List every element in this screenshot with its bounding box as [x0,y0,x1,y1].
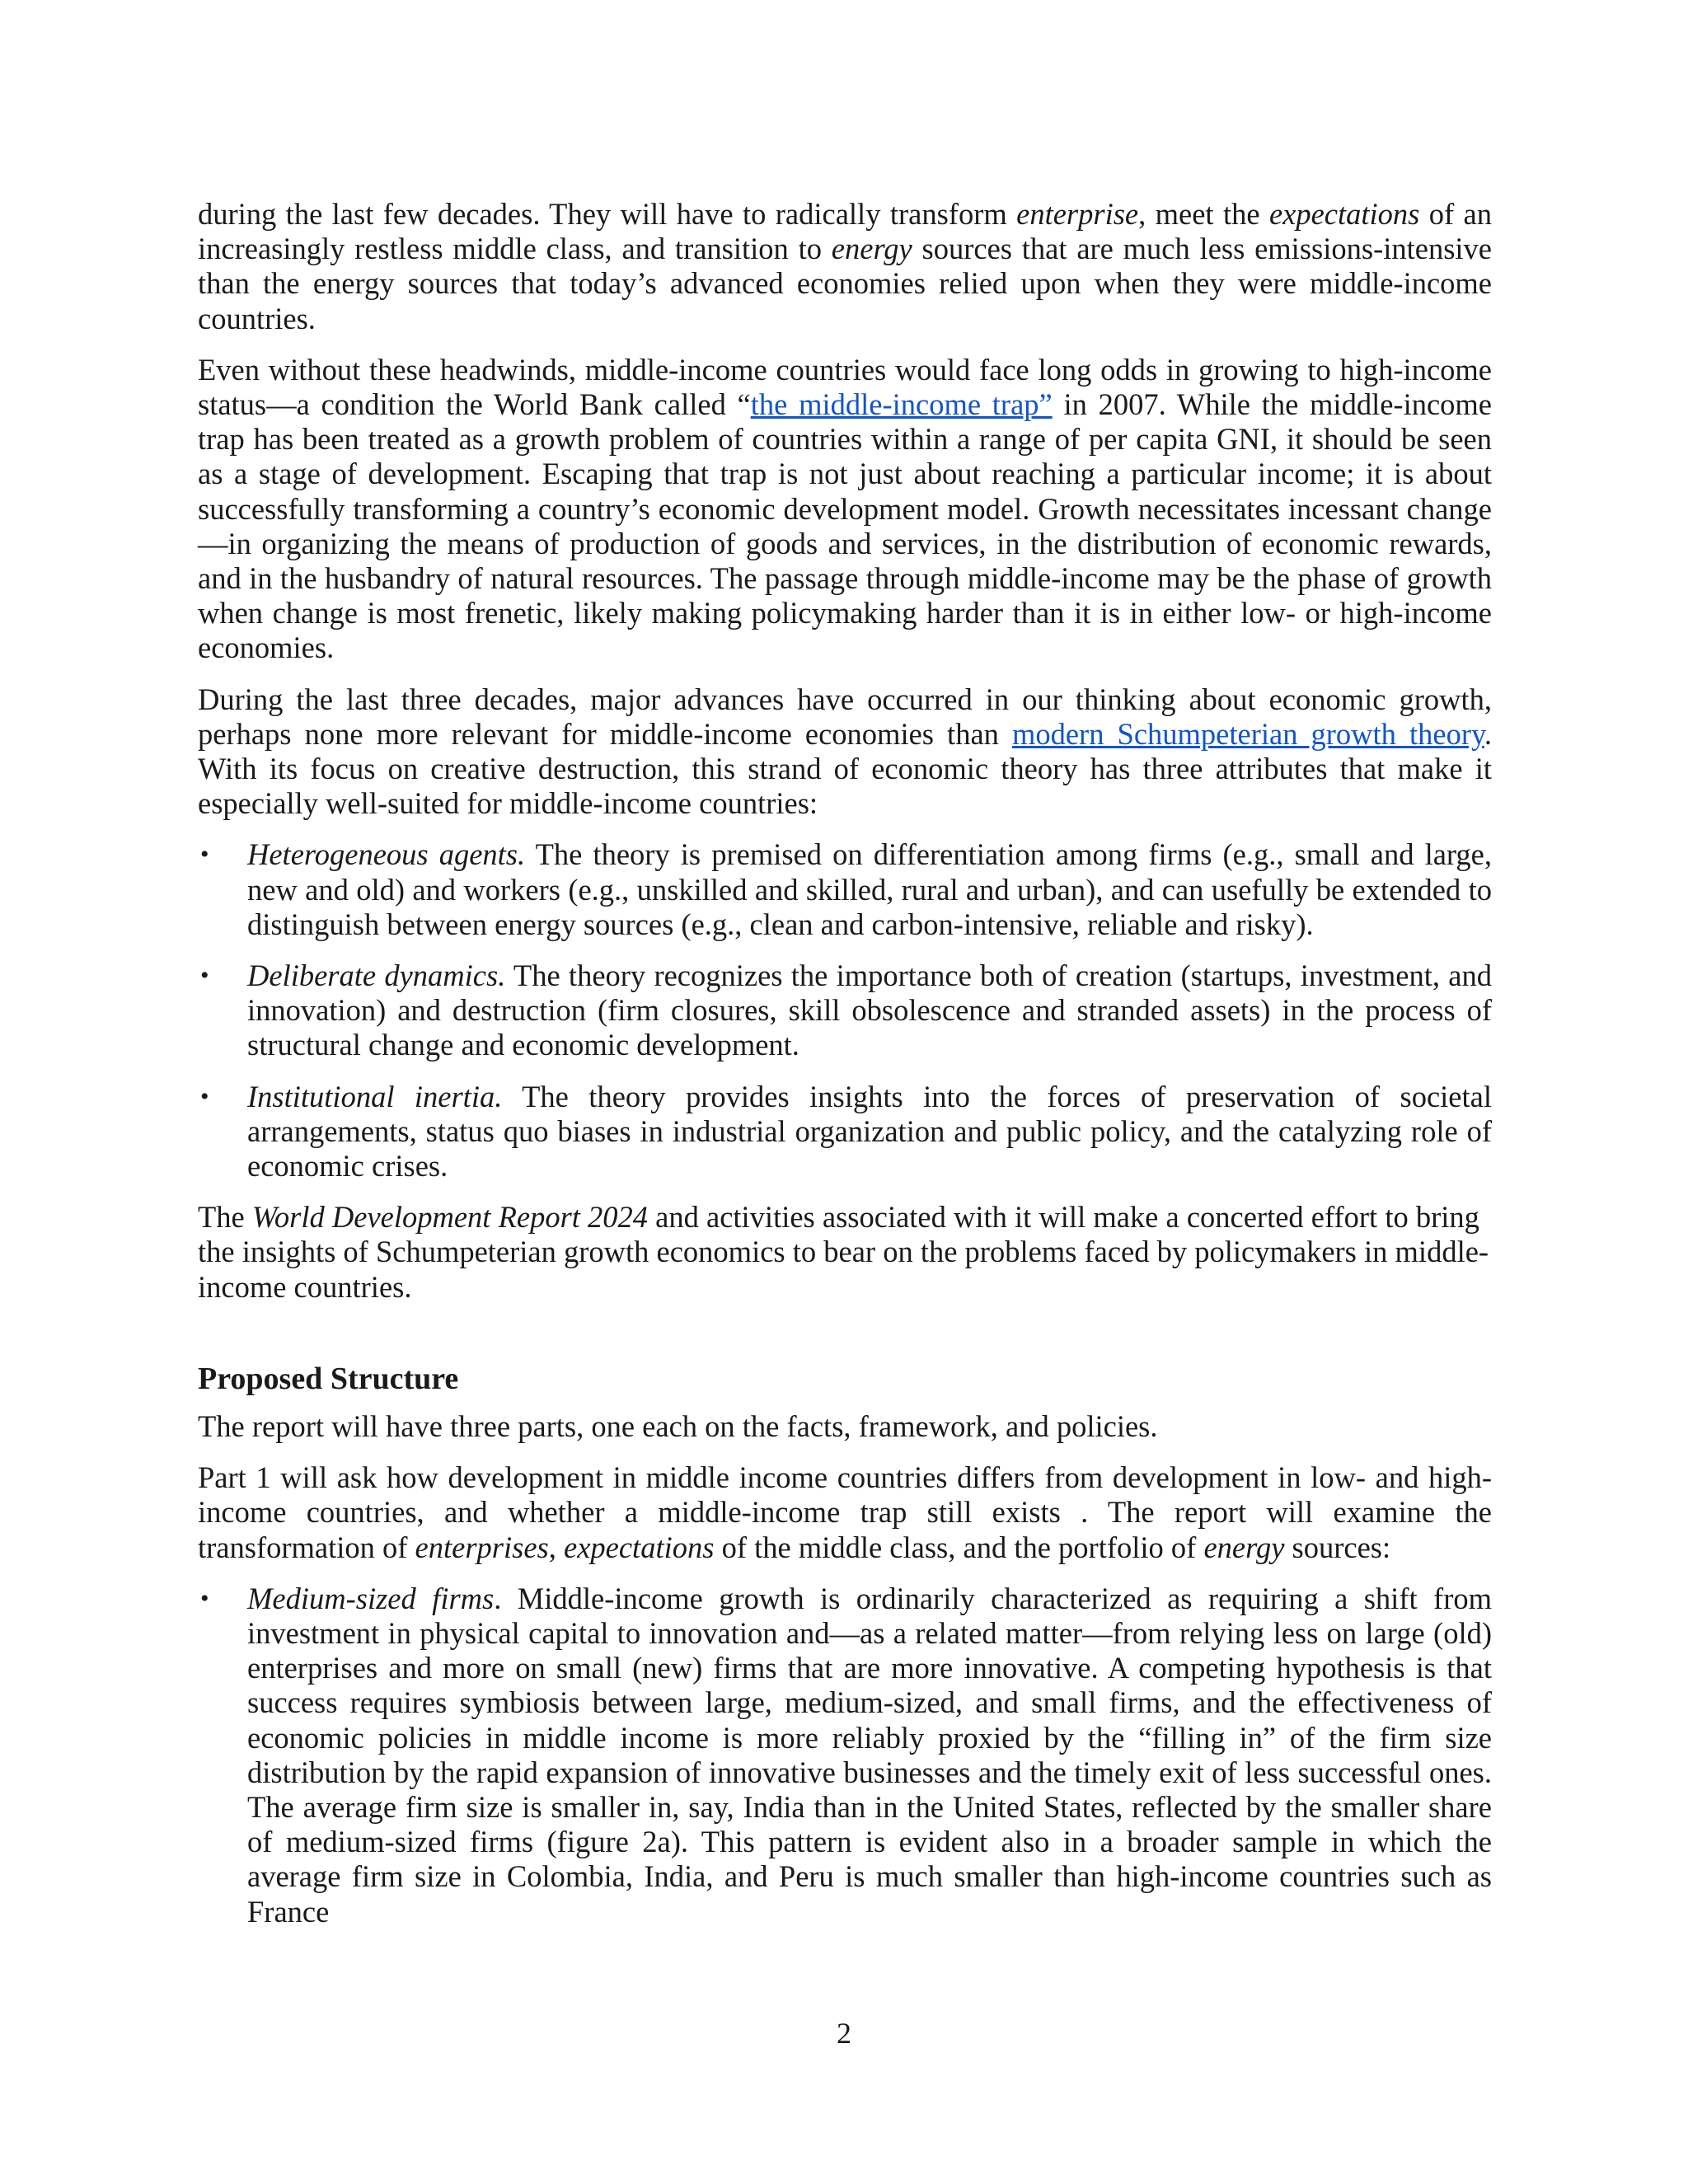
list-item: • Institutional inertia. The theory provides insights into the forces of preservation of societal arrangements, status quo biases in industrial organization and public policy, and the catalyzing role of economic crises. [200,1079,1492,1183]
transformation-list [198,1582,1492,1929]
bullet-icon: • [200,1082,209,1110]
paragraph-2: Even without these headwinds, middle-income countries would face long odds in growing to high-income status—a condition the World Bank called “the middle-income trap” in 2007. While the middle-income trap has been treated as a growth problem of countries within a range of per capita GNI, it should be seen as a stage of development. Escaping that trap is not just about reaching a particular income; it is about successfully transforming a country’s economic development model. Growth necessitates incessant change—in organizing the means of production of goods and services, in the distribution of economic rewards, and in the husbandry of natural resources. The passage through middle-income may be the phase of growth when change is most frenetic, likely making policymaking harder than it is in either low- or high-income economies. [198,352,1492,665]
list-item: • Deliberate dynamics. The theory recognizes the importance both of creation (startups, investment, and innovation) and destruction (firm closures, skill obsolescence and stranded assets) in the process of structural change and economic development. [200,958,1492,1062]
page-number: 2 [837,2017,851,2050]
list-item: • Medium-sized firms. Middle-income growth is ordinarily characterized as requiring a shift from investment in physical capital to innovation and—as a related matter—from relying less on large (old) enterprises and more on small (new) firms that are more innovative. A competing hypothesis is that success requires symbiosis between large, medium-sized, and small firms, and the effectiveness of economic policies in middle income is more reliably proxied by the “filling in” of the firm size distribution by the rapid expansion of innovative businesses and the timely exit of less successful ones. The average firm size is smaller in, say, India than in the United States, reflected by the smaller share of medium-sized firms (figure 2a). This pattern is evident also in a broader sample in which the average firm size in Colombia, India, and Peru is much smaller than high-income countries such as France [200,1581,1492,1929]
bullet-icon: • [200,841,209,869]
paragraph-1: during the last few decades. They will have to radically transform enterprise, meet the expectations of an increasingly restless middle class, and transition to energy sources that are much less emissions-intensive than the energy sources that today’s advanced economies relied upon when they were middle-income countries. [198,197,1493,335]
bullet-icon: • [200,962,209,990]
bullet-icon: • [200,1584,209,1612]
middle-income-trap-link[interactable]: the middle-income trap” [750,387,1053,422]
schumpeterian-growth-theory-link[interactable]: modern Schumpeterian growth theory [1011,716,1484,751]
paragraph-4: The World Development Report 2024 and activities associated with it will make a concerted effort to bring the insights of Schumpeterian growth economics to bear on the problems faced by policymakers in middle-income countries. [198,1200,1489,1304]
paragraph-5: The report will have three parts, one each on the facts, framework, and policies. [198,1408,1158,1443]
attributes-list [198,837,1492,1183]
paragraph-6: Part 1 will ask how development in middle income countries differs from development in low- and high-income countries, and whether a middle-income trap still exists . The report will examine the transformation of enterprises, expectations of the middle class, and the portfolio of energy sources: [198,1460,1492,1564]
section-heading: Proposed Structure [198,1361,459,1396]
paragraph-3: During the last three decades, major advances have occurred in our thinking about economic growth, perhaps none more relevant for middle-income economies than modern Schumpeterian growth theory. With its focus on creative destruction, this strand of economic theory has three attributes that make it especially well-suited for middle-income countries: [198,682,1492,821]
list-item: • Heterogeneous agents. The theory is premised on differentiation among firms (e.g., small and large, new and old) and workers (e.g., unskilled and skilled, rural and urban), and can usefully be extended to distinguish between energy sources (e.g., clean and carbon-intensive, reliable and risky). [200,837,1493,941]
page-body [198,197,1492,1946]
